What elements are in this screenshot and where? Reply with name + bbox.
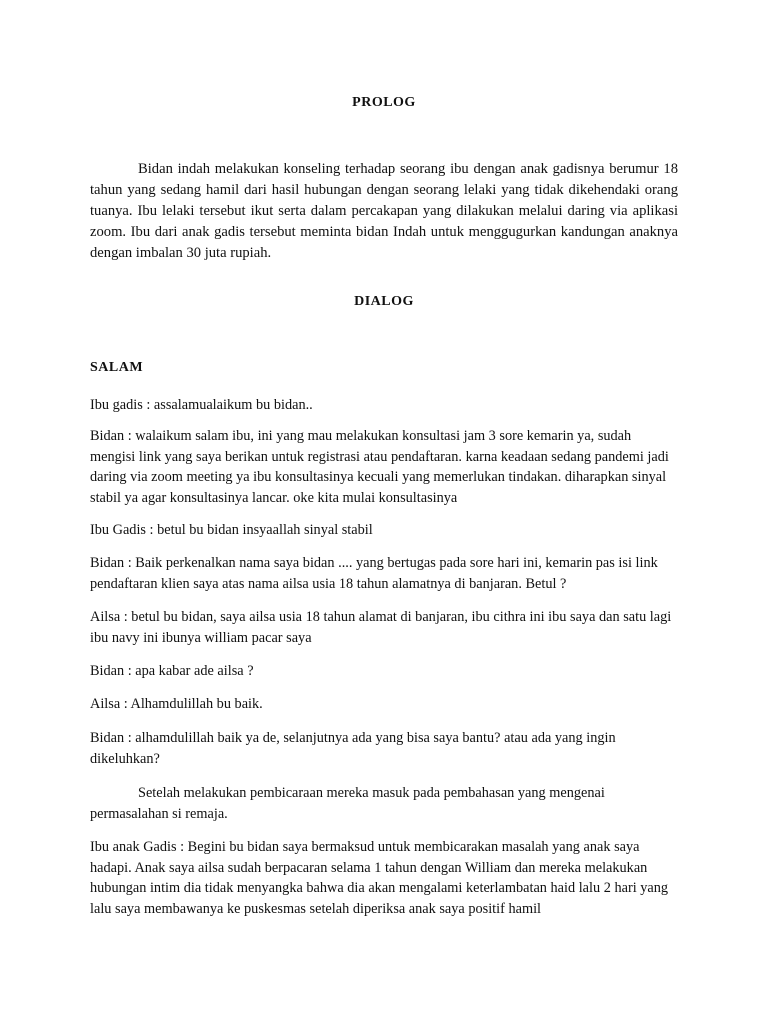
dialog-line-ailsa-introduction: Ailsa : betul bu bidan, saya ailsa usia 18 tahun alamat di banjaran, ibu cithra ini ibu saya dan satu lagi ibu navy ini ibunya william pacar saya <box>90 609 672 646</box>
dialog-line-bidan-reply: Bidan : walaikum salam ibu, ini yang mau melakukan konsultasi jam 3 sore kemarin ya, sudah mengisi link yang saya berikan untuk registrasi atau pendaftaran. karna keadaan sedang pandemi jadi daring via zoom meeting ya ibu konsultasinya kecuali yang memerlukan tindakan. diharapkan sinyal stabil ya agar konsultasinya lancar. oke kita mulai konsultasinya <box>90 428 669 506</box>
dialog-line-bidan-introduction: Bidan : Baik perkenalkan nama saya bidan .... yang bertugas pada sore hari ini, kemarin pas isi link pendaftaran klien saya atas nama ailsa usia 18 tahun alamatnya di banjaran. Betul ? <box>90 555 658 592</box>
dialog-line-ailsa-answer: Ailsa : Alhamdulillah bu baik. <box>90 696 263 712</box>
salam-section-title: SALAM <box>90 360 144 375</box>
prolog-paragraph: Bidan indah melakukan konseling terhadap seorang ibu dengan anak gadisnya berumur 18 tahun yang sedang hamil dari hasil hubungan dengan seorang lelaki yang tidak dikehendaki orang tuanya. Ibu lelaki tersebut ikut serta dalam percakapan yang dilakukan melalui daring via aplikasi zoom. Ibu dari anak gadis tersebut meminta bidan Indah untuk menggugurkan kandungan anaknya dengan imbalan 30 juta rupiah. <box>90 161 678 261</box>
narration-paragraph: Setelah melakukan pembicaraan mereka masuk pada pembahasan yang mengenai permasalahan si remaja. <box>90 785 605 822</box>
dialog-line-ibu-gadis-greeting: Ibu gadis : assalamualaikum bu bidan.. <box>90 397 313 413</box>
prolog-heading: PROLOG <box>352 95 416 110</box>
dialog-line-bidan-followup: Bidan : alhamdulillah baik ya de, selanjutnya ada yang bisa saya bantu? atau ada yang ingin dikeluhkan? <box>90 730 616 767</box>
dialog-line-ibu-gadis-confirm: Ibu Gadis : betul bu bidan insyaallah sinyal stabil <box>90 522 373 538</box>
dialog-line-ibu-anak-gadis: Ibu anak Gadis : Begini bu bidan saya bermaksud untuk membicarakan masalah yang anak saya hadapi. Anak saya ailsa sudah berpacaran selama 1 tahun dengan William dan mereka melakukan hubungan intim dia tidak menyangka bahwa dia akan mengalami keterlambatan haid lalu 2 hari yang lalu saya membawanya ke puskesmas setelah diperiksa anak saya positif hamil <box>90 839 669 917</box>
dialog-line-bidan-ask: Bidan : apa kabar ade ailsa ? <box>90 663 254 679</box>
dialog-heading: DIALOG <box>354 294 414 309</box>
